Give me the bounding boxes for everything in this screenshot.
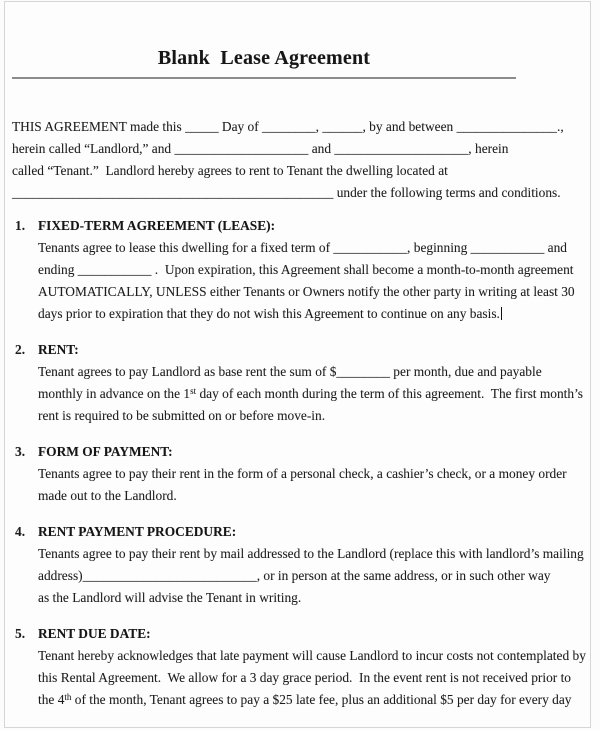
title-underline bbox=[12, 77, 516, 79]
body-line: address)__________________________, or in person at the same address, or in such other way bbox=[38, 568, 551, 583]
body-line: made out to the Landlord. bbox=[38, 488, 177, 503]
intro-line-2: herein called “Landlord,” and ____________________ and ____________________, herein bbox=[12, 141, 509, 156]
section-content bbox=[38, 521, 590, 609]
section-title: RENT PAYMENT PROCEDURE: bbox=[38, 524, 237, 539]
body-line bbox=[38, 303, 590, 325]
body-line-text: of the month, Tenant agrees to pay a $25 late fee, plus an additional $5 per day for every day bbox=[71, 692, 572, 707]
body-line: Tenant hereby acknowledges that late payment will cause Landlord to incur costs not contemplated by bbox=[38, 648, 586, 663]
text-cursor bbox=[501, 307, 503, 320]
section-title: FIXED-TERM AGREEMENT (LEASE): bbox=[38, 218, 276, 233]
body-line bbox=[38, 383, 590, 405]
intro-line-3: called “Tenant.” Landlord hereby agrees to rent to Tenant the dwelling located at bbox=[12, 163, 448, 178]
ordinal-superscript: th bbox=[64, 692, 72, 702]
body-line-text: days prior to expiration that they do not wish this Agreement to continue on any basis. bbox=[38, 306, 500, 321]
body-line: Tenants agree to pay their rent by mail addressed to the Landlord (replace this with landlord’s mailing bbox=[38, 546, 584, 561]
body-line: Tenants agree to pay their rent in the form of a personal check, a cashier’s check, or a money order bbox=[38, 466, 567, 481]
intro-line-4: ________________________________________________ under the following terms and conditions. bbox=[12, 185, 561, 200]
section-title: RENT: bbox=[38, 342, 79, 357]
section-content bbox=[38, 215, 590, 325]
body-line bbox=[38, 689, 590, 711]
sections-list bbox=[5, 215, 590, 711]
section-fixed-term-agreement bbox=[15, 215, 590, 325]
document-title: Blank Lease Agreement bbox=[157, 47, 371, 69]
section-number: 5. bbox=[15, 626, 26, 641]
section-number: 2. bbox=[15, 342, 26, 357]
body-line: as the Landlord will advise the Tenant in writing. bbox=[38, 590, 302, 605]
body-line: this Rental Agreement. We allow for a 3 day grace period. In the event rent is not received prior to bbox=[38, 670, 572, 685]
section-number: 4. bbox=[15, 524, 26, 539]
body-line-text: monthly in advance on the 1 bbox=[38, 386, 191, 401]
section-title: FORM OF PAYMENT: bbox=[38, 444, 173, 459]
section-content bbox=[38, 623, 590, 711]
body-line: Tenant agrees to pay Landlord as base rent the sum of $________ per month, due and payable bbox=[38, 364, 542, 379]
body-line-text: the 4 bbox=[38, 692, 65, 707]
section-form-of-payment bbox=[15, 441, 590, 507]
body-line: ending ___________ . Upon expiration, this Agreement shall become a month-to-month agreement bbox=[38, 262, 574, 277]
document-header bbox=[12, 46, 516, 79]
ordinal-superscript: st bbox=[190, 386, 197, 396]
section-content bbox=[38, 339, 590, 427]
intro-paragraph bbox=[12, 116, 590, 204]
section-content bbox=[38, 441, 590, 507]
section-title: RENT DUE DATE: bbox=[38, 626, 151, 641]
section-rent bbox=[15, 339, 590, 427]
body-line: Tenants agree to lease this dwelling for a fixed term of ___________, beginning ___________ and bbox=[38, 240, 567, 255]
body-line-text: day of each month during the term of this agreement. The first month’s bbox=[196, 386, 583, 401]
body-line: AUTOMATICALLY, UNLESS either Tenants or Owners notify the other party in writing at least 30 bbox=[38, 284, 575, 299]
section-rent-payment-procedure bbox=[15, 521, 590, 609]
section-number: 1. bbox=[15, 218, 26, 233]
section-rent-due-date bbox=[15, 623, 590, 711]
section-number: 3. bbox=[15, 444, 26, 459]
intro-line-1: THIS AGREEMENT made this _____ Day of ________, ______, by and between _______________., bbox=[12, 119, 564, 134]
body-line: rent is required to be submitted on or before move-in. bbox=[38, 408, 326, 423]
page-sheet bbox=[4, 1, 591, 728]
